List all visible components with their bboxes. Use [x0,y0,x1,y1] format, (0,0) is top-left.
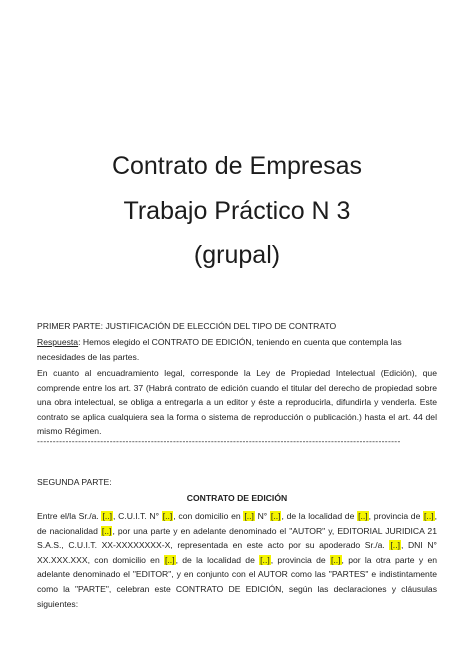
placeholder-field: [..] [102,511,113,521]
text-segment: , por la otra parte y en adelante denominado el "EDITOR", y en conjunto con el AUTOR como las "PARTES" e indistintamente como la "PARTE", celebran este CONTRATO DE EDICIÓN, según las declaraciones y cláusulas siguientes: [37,554,438,609]
placeholder-field: [..] [162,511,173,521]
answer-text: : Hemos elegido el CONTRATO DE EDICIÓN, teniendo en cuenta que contempla las necesidades de las partes. [37,337,402,362]
contract-parties-paragraph [37,509,437,611]
text-segment: , con domicilio en [173,511,244,521]
text-segment: Entre el/la Sr./a. [37,511,102,521]
contract-title-text: CONTRATO DE EDICIÓN [186,493,288,503]
section-separator: ------------------------------------------------------------------------------------------------------------------- [37,436,401,446]
document-group-label: (grupal) [193,241,281,269]
placeholder-field: [..] [358,511,368,521]
placeholder-field: [..] [244,511,254,521]
text-segment: , DNI N° XX.XXX.XXX, con domicilio en [37,540,437,565]
text-segment: , provincia de [368,511,424,521]
placeholder-field: [..] [165,554,175,565]
part2-heading: SEGUNDA PARTE: [37,477,112,487]
part1-heading: PRIMER PARTE: JUSTIFICACIÓN DE ELECCIÓN DEL TIPO DE CONTRATO [37,321,337,331]
document-title: Contrato de Empresas [111,152,363,180]
placeholder-field: [..] [330,554,341,565]
text-segment: N° [254,511,270,521]
text-segment: , provincia de [270,554,330,565]
part1-answer [37,335,437,364]
answer-label: Respuesta [37,337,79,347]
text-segment: , de la localidad de [175,554,260,565]
document-subtitle: Trabajo Práctico N 3 [123,197,351,225]
text-segment: , por una parte y en adelante denominado el "AUTOR" y, EDITORIAL JURIDICA 21 S.A.S., C.U.I.T. XX-XXXXXXXX-X, representada en este acto por su apoderado Sr./a. [37,525,437,551]
placeholder-field: [..] [101,525,112,536]
text-segment: , de nacionalidad [37,511,437,536]
placeholder-field: [..] [260,554,270,565]
contract-title [0,491,474,506]
text-segment: , de la localidad de [281,511,358,521]
placeholder-field: [..] [424,511,434,521]
text-segment: , C.U.I.T. N° [113,511,162,521]
placeholder-field: [..] [270,511,281,521]
legal-framework-paragraph: En cuanto al encuadramiento legal, corresponde la Ley de Propiedad Intelectual (Edición), que comprende entre los art. 37 (Habrá contrato de edición cuando el titular del derecho de propiedad sobre una obra intelectual, se obliga a entregarla a un editor y éste a reproducirla, difundirla y venderla. Este contrato se aplica cualquiera sea la forma o sistema de reproducción o publicación.) hasta el art. 44 del mismo Régimen. [37,368,437,437]
placeholder-field: [..] [390,540,400,551]
